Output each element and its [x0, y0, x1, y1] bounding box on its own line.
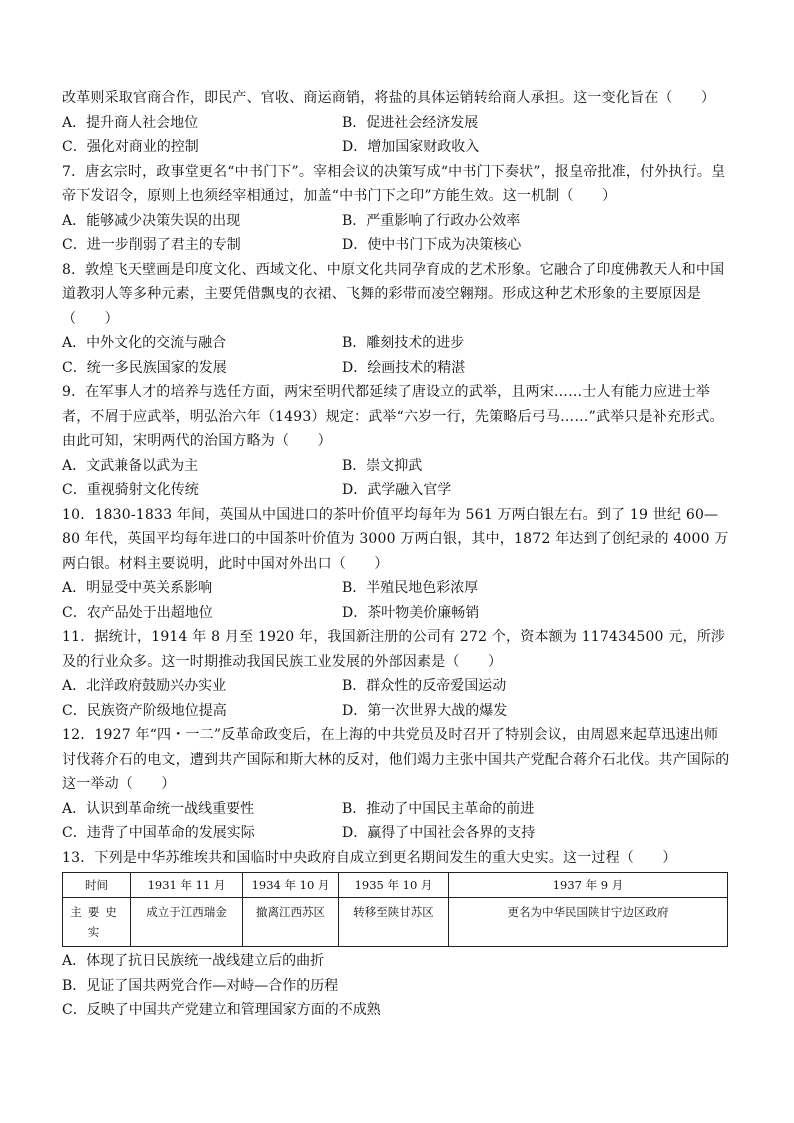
option-d[interactable]: D．第一次世界大战的爆发 — [342, 702, 508, 719]
option-b[interactable]: B．促进社会经济发展 — [342, 114, 479, 131]
option-b[interactable]: B．雕刻技术的进步 — [342, 335, 465, 351]
table-header-cell: 1937 年 9 月 — [449, 873, 728, 898]
table-cell: 成立于江西瑞金 — [131, 898, 243, 947]
option-c[interactable]: C．违背了中国革命的发展实际 — [62, 825, 255, 841]
table-header-cell: 1931 年 11 月 — [131, 873, 243, 898]
option-a[interactable]: A．文武兼备以武为主 — [62, 457, 199, 474]
question-6-options — [62, 111, 732, 160]
option-a[interactable]: A．认识到革命统一战线重要性 — [62, 800, 255, 817]
option-d[interactable]: D．使中书门下成为决策核心 — [342, 237, 522, 253]
option-b[interactable]: B．半殖民地色彩浓厚 — [342, 580, 479, 596]
option-d[interactable]: D．武学融入官学 — [342, 482, 452, 498]
option-c[interactable]: C．重视骑射文化传统 — [62, 482, 199, 498]
question-8-stem: 8．敦煌飞天壁画是印度文化、西域文化、中原文化共同孕育成的艺术形象。它融合了印度佛教天人和中国道教羽人等多种元素，主要凭借飘曳的衣裙、飞舞的彩带而凌空翱翔。形成这种艺术形象的主要原因是（ ） — [62, 261, 725, 327]
option-c[interactable]: C．强化对商业的控制 — [62, 139, 199, 155]
option-c[interactable]: C．统一多民族国家的发展 — [62, 359, 227, 376]
table-cell: 撤离江西苏区 — [243, 898, 339, 947]
option-a[interactable]: A．明显受中英关系影响 — [62, 580, 213, 596]
option-b[interactable]: B．严重影响了行政办公效率 — [342, 212, 521, 229]
question-13-options — [62, 949, 732, 1023]
option-b[interactable]: B．推动了中国民主革命的前进 — [342, 800, 535, 817]
option-b[interactable]: B．见证了国共两党合作—对峙—合作的历程 — [62, 977, 339, 994]
document-page — [62, 86, 732, 1023]
option-d[interactable]: D．增加国家财政收入 — [342, 139, 480, 155]
option-b[interactable]: B．群众性的反帝爱国运动 — [342, 678, 507, 694]
table-header-row — [63, 873, 728, 898]
option-c[interactable]: C．进一步削弱了君主的专制 — [62, 237, 241, 253]
question-6-stem-tail: 改革则采取官商合作，即民产、官收、商运商销，将盐的具体运销转给商人承担。这一变化旨在（ ） — [62, 90, 716, 106]
question-12-stem: 12．1927 年“四・一二”反革命政变后，在上海的中共党员及时召开了特别会议，由周恩来起草迅速出师讨伐蒋介石的电文，遭到共产国际和斯大林的反对，他们竭力主张中国共产党配合蒋介石北伐。共产国际的这一举动（ ） — [62, 727, 730, 792]
question-9-stem: 9．在军事人才的培养与选任方面，两宋至明代都延续了唐设立的武举，且两宋……士人有能力应进士举者，不屑于应武举，明弘治六年（1493）规定：武举“六岁一行，先策略后弓马……”武举只是补充形式。由此可知，宋明两代的治国方略为（ ） — [62, 384, 724, 449]
history-timeline-table — [62, 872, 728, 947]
option-d[interactable]: D．绘画技术的精湛 — [342, 359, 466, 376]
option-a[interactable]: A．体现了抗日民族统一战线建立后的曲折 — [62, 953, 325, 969]
option-c[interactable]: C．反映了中国共产党建立和管理国家方面的不成熟 — [62, 1002, 381, 1018]
question-9-options — [62, 454, 732, 503]
question-7-options — [62, 209, 732, 258]
option-a[interactable]: A．提升商人社会地位 — [62, 114, 199, 131]
question-10-stem: 10．1830-1833 年间，英国从中国进口的茶叶价值平均每年为 561 万两白银左右。到了 19 世纪 60—80 年代，英国平均每年进口的中国茶叶价值为 3000 万两白银，其中，1872 年达到了创纪录的 4000 万两白银。材料主要说明，此时中国对外出口（ ） — [62, 506, 729, 572]
table-header-cell: 1935 年 10 月 — [339, 873, 449, 898]
option-c[interactable]: C．民族资产阶级地位提高 — [62, 702, 227, 719]
option-a[interactable]: A．北洋政府鼓励兴办实业 — [62, 678, 227, 694]
table-row — [63, 898, 728, 947]
table-header-cell: 1934 年 10 月 — [243, 873, 339, 898]
option-a[interactable]: A．中外文化的交流与融合 — [62, 335, 227, 351]
table-cell: 更名为中华民国陕甘宁边区政府 — [449, 898, 728, 947]
option-b[interactable]: B．崇文抑武 — [342, 457, 423, 474]
question-12-options — [62, 797, 732, 846]
question-11-options — [62, 674, 732, 723]
table-header-cell: 时间 — [63, 873, 131, 898]
table-cell: 转移至陕甘苏区 — [339, 898, 449, 947]
option-a[interactable]: A．能够减少决策失误的出现 — [62, 212, 241, 229]
question-7-stem: 7．唐玄宗时，政事堂更名“中书门下”。宰相会议的决策写成“中书门下奏状”，报皇帝批准，付外执行。皇帝下发诏令，原则上也须经宰相通过，加盖“中书门下之印”方能生效。这一机制（ ） — [62, 163, 726, 204]
question-11-stem: 11．据统计，1914 年 8 月至 1920 年，我国新注册的公司有 272 个，资本额为 117434500 元，所涉及的行业众多。这一时期推动我国民族工业发展的外部因素是（ ） — [62, 629, 726, 670]
question-13-stem: 13．下列是中华苏维埃共和国临时中央政府自成立到更名期间发生的重大史实。这一过程（ ） — [62, 849, 677, 866]
option-d[interactable]: D．茶叶物美价廉畅销 — [342, 604, 480, 621]
option-d[interactable]: D．赢得了中国社会各界的支持 — [342, 825, 536, 841]
table-cell: 主要史实 — [63, 898, 131, 947]
option-c[interactable]: C．农产品处于出超地位 — [62, 604, 213, 621]
question-8-options — [62, 331, 732, 380]
question-10-options — [62, 576, 732, 625]
